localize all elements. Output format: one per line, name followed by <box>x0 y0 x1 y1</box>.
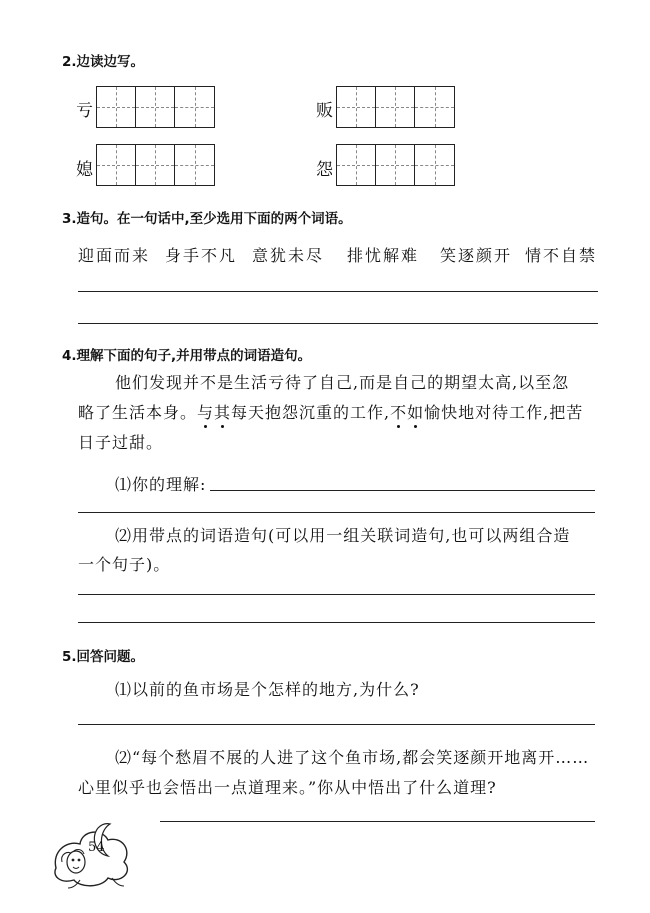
sub-question-label: ⑵“每个愁眉不展的人进了这个鱼市场,都会笑逐颜开地离开…… <box>115 748 590 767</box>
passage-line: 略了生活本身。与其每天抱怨沉重的工作,不如愉快地对待工作,把苦 <box>78 400 583 423</box>
answer-line[interactable] <box>78 622 595 623</box>
word-option: 意犹未尽 <box>252 246 325 265</box>
answer-line[interactable] <box>210 490 595 491</box>
sub-question-label: 一个句子)。 <box>78 555 171 574</box>
sub-question-label: ⑵用带点的词语造句(可以用一组关联词造句,也可以两组合造 <box>115 526 571 545</box>
writing-grid-yuan[interactable] <box>336 144 455 186</box>
answer-line[interactable] <box>160 821 595 822</box>
char-label-kui: 亏 <box>76 101 93 121</box>
dotted-char: 不 <box>390 400 407 423</box>
sub-question-label: ⑴以前的鱼市场是个怎样的地方,为什么? <box>115 680 420 699</box>
char-label-xi: 媳 <box>76 160 93 180</box>
writing-grid-xi[interactable] <box>96 144 215 186</box>
dotted-char: 如 <box>407 400 424 423</box>
question-5-title: 5.回答问题。 <box>62 649 145 665</box>
passage-line: 日子过甜。 <box>78 433 164 452</box>
question-4-title: 4.理解下面的句子,并用带点的词语造句。 <box>62 348 312 364</box>
answer-line[interactable] <box>78 512 595 513</box>
word-option: 笑逐颜开 <box>440 246 513 265</box>
writing-grid-fan[interactable] <box>336 86 455 128</box>
answer-line[interactable] <box>78 724 595 725</box>
dotted-char: 其 <box>214 400 231 423</box>
sub-question-label: ⑴你的理解: <box>115 475 207 494</box>
word-option: 迎面而来 <box>78 246 151 265</box>
char-label-yuan: 怨 <box>316 160 333 180</box>
char-label-fan: 贩 <box>316 101 333 121</box>
page-number: 54 <box>88 840 105 855</box>
answer-line[interactable] <box>78 291 598 292</box>
dotted-char: 与 <box>197 400 214 423</box>
word-option: 情不自禁 <box>525 246 598 265</box>
answer-line[interactable] <box>78 323 598 324</box>
writing-grid-kui[interactable] <box>96 86 215 128</box>
word-option: 身手不凡 <box>165 246 238 265</box>
passage-line: 他们发现并不是生活亏待了自己,而是自己的期望太高,以至忽 <box>115 373 570 392</box>
word-option: 排忧解难 <box>347 246 420 265</box>
answer-line[interactable] <box>78 594 595 595</box>
sub-question-label: 心里似乎也会悟出一点道理来。”你从中悟出了什么道理? <box>78 778 497 797</box>
question-2-title: 2.边读边写。 <box>62 54 145 70</box>
question-3-title: 3.造句。在一句话中,至少选用下面的两个词语。 <box>62 211 352 227</box>
